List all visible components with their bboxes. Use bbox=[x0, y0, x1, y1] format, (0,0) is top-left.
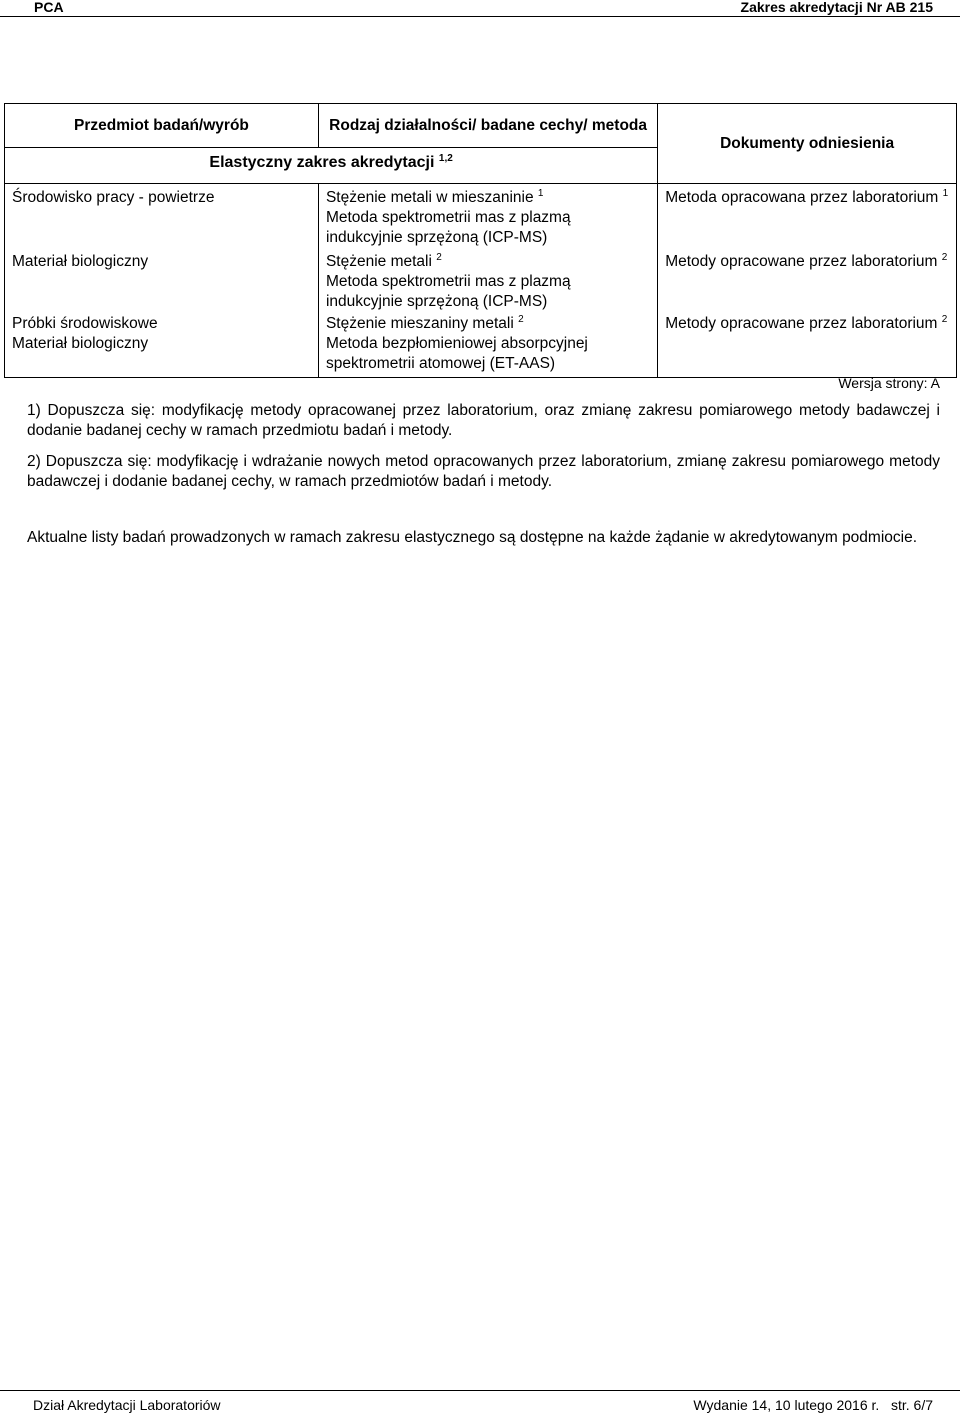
footer-department: Dział Akredytacji Laboratoriów bbox=[33, 1397, 221, 1413]
table-row bbox=[5, 312, 957, 378]
table-row bbox=[5, 248, 957, 312]
header-title: Zakres akredytacji Nr AB 215 bbox=[740, 0, 933, 15]
table-row bbox=[5, 184, 957, 249]
col-activity-header: Rodzaj działalności/ badane cechy/ metoda bbox=[318, 104, 657, 148]
activity-cell: Stężenie metali $^2$ Metoda spektrometrii mas z plazmą indukcyjnie sprzężoną (ICP-MS) bbox=[318, 248, 657, 312]
docs-cell: Metoda opracowana przez laboratorium $^1$ bbox=[658, 184, 957, 249]
page-version: Wersja strony: A bbox=[838, 375, 940, 391]
page-header bbox=[0, 0, 960, 17]
header-org: PCA bbox=[34, 0, 64, 15]
docs-cell: Metody opracowane przez laboratorium $^2$ bbox=[658, 312, 957, 378]
subject-cell: Środowisko pracy - powietrze bbox=[5, 184, 319, 249]
availability-note: Aktualne listy badań prowadzonych w ramach zakresu elastycznego są dostępne na każde żądanie w akredytowanym podmiocie. bbox=[27, 529, 918, 546]
subject-cell: Próbki środowiskowe Materiał biologiczny bbox=[5, 312, 319, 378]
footnote-2: 2) Dopuszcza się: modyfikację i wdrażanie nowych metod opracowanych przez laboratorium, zmianę zakresu pomiarowego metody badawczej i dodanie badanej cechy, w ramach przedmiotów badań i metody. bbox=[27, 453, 940, 490]
flex-footnote-ref: 1,2 bbox=[438, 153, 453, 164]
accreditation-table bbox=[4, 103, 957, 378]
docs-cell: Metody opracowane przez laboratorium $^2$ bbox=[658, 248, 957, 312]
activity-cell: Stężenie metali w mieszaninie $^1$ Metoda spektrometrii mas z plazmą indukcyjnie sprzężoną (ICP-MS) bbox=[318, 184, 657, 249]
subject-cell: Materiał biologiczny bbox=[5, 248, 319, 312]
footnotes bbox=[27, 401, 940, 559]
col-docs-header: Dokumenty odniesienia bbox=[658, 104, 957, 184]
footer-edition: Wydanie 14, 10 lutego 2016 r. str. 6/7 bbox=[693, 1397, 933, 1413]
activity-cell: Stężenie mieszaniny metali $^2$ Metoda bezpłomieniowej absorpcyjnej spektrometrii atomowej (ET-AAS) bbox=[318, 312, 657, 378]
footnote-1: 1) Dopuszcza się: modyfikację metody opracowanej przez laboratorium, oraz zmianę zakresu pomiarowego metody badawczej i dodanie badanej cechy w ramach przedmiotu badań i metody. bbox=[27, 402, 940, 439]
page-footer bbox=[0, 1390, 960, 1416]
table-header-row bbox=[5, 104, 957, 148]
flex-scope-title: Elastyczny zakres akredytacji $^{1,2}$ bbox=[5, 148, 658, 184]
col-subject-header: Przedmiot badań/wyrób bbox=[5, 104, 319, 148]
